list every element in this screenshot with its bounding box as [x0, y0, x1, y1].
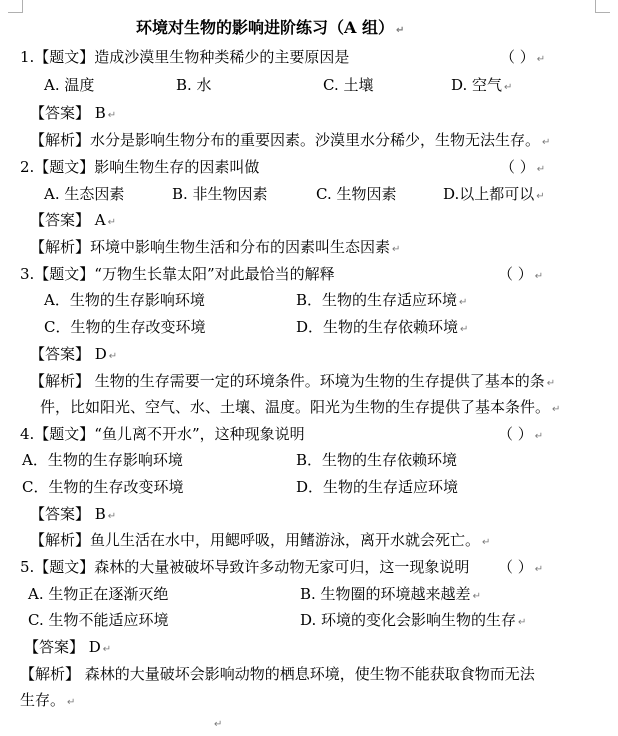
- crop-mark-top-left: [8, 0, 23, 13]
- question-2-option-d: D.以上都可以 ↵: [443, 185, 545, 203]
- question-4-answer-blank: （ ） ↵: [498, 425, 544, 443]
- question-4-stem: 4.【题文】“鱼儿离不开水”，这种现象说明: [20, 425, 305, 443]
- paragraph-mark-icon: ↵: [108, 351, 118, 362]
- paragraph-mark-icon: ↵: [552, 404, 561, 415]
- question-1-option-d: D. 空气 ↵: [451, 76, 513, 94]
- question-4-option-a: A．生物的生存影响环境: [22, 451, 183, 469]
- paragraph-mark-icon: ↵: [472, 591, 481, 602]
- question-4-option-b: B．生物的生存依赖环境: [296, 451, 458, 469]
- question-2-option-c: C. 生物因素: [316, 185, 397, 203]
- question-2-answer: 【答案】 A ↵: [30, 211, 116, 229]
- paragraph-mark-icon: ↵: [546, 378, 556, 389]
- paragraph-mark-icon: ↵: [536, 54, 546, 65]
- paragraph-mark-icon: ↵: [536, 191, 545, 202]
- question-3-option-d: D．生物的生存依赖环境 ↵: [296, 318, 469, 336]
- question-1-option-b: B. 水: [176, 76, 212, 94]
- question-5-analysis-line-2: 生存。 ↵: [20, 691, 76, 709]
- question-1-option-c: C. 土壤: [323, 76, 374, 94]
- question-4-option-c: C．生物的生存改变环境: [22, 478, 184, 496]
- paragraph-mark-icon: ↵: [504, 82, 513, 93]
- question-2-option-b: B. 非生物因素: [172, 185, 268, 203]
- question-3-analysis-line-2: 件，比如阳光、空气、水、土壤、温度。阳光为生物的生存提供了基本条件。 ↵: [40, 398, 561, 416]
- question-4-option-d: D．生物的生存适应环境: [296, 478, 459, 496]
- paragraph-mark-icon: ↵: [459, 297, 468, 308]
- question-1-answer: 【答案】 B ↵: [30, 104, 117, 122]
- trailing-paragraph-mark: [212, 712, 222, 735]
- question-4-answer: 【答案】 B ↵: [30, 505, 117, 523]
- question-2-stem: 2.【题文】影响生物生存的因素叫做: [20, 158, 260, 176]
- question-2-answer-blank: （ ） ↵: [500, 158, 546, 176]
- question-5-option-d: D. 环境的变化会影响生物的生存 ↵: [300, 611, 527, 629]
- paragraph-mark-icon: ↵: [67, 697, 76, 708]
- question-5-answer: 【答案】 D ↵: [24, 638, 112, 656]
- question-3-answer: 【答案】 D ↵: [30, 345, 118, 363]
- question-2-analysis: 【解析】环境中影响生物生活和分布的因素叫生态因素 ↵: [30, 238, 401, 256]
- question-5-option-c: C. 生物不能适应环境: [28, 611, 169, 629]
- question-5-option-b: B. 生物圈的环境越来越差 ↵: [300, 585, 481, 603]
- question-1-option-a: A. 温度: [44, 76, 95, 94]
- question-3-stem: 3.【题文】“万物生长靠太阳”对此最恰当的解释: [20, 265, 335, 283]
- paragraph-mark-icon: ↵: [107, 217, 116, 228]
- paragraph-mark-icon: ↵: [534, 271, 544, 282]
- paragraph-mark-icon: ↵: [107, 110, 117, 121]
- question-5-option-a: A. 生物正在逐渐灭绝: [28, 585, 169, 603]
- question-1-answer-blank: （ ） ↵: [500, 48, 546, 66]
- paragraph-mark-icon: ↵: [536, 164, 546, 175]
- paragraph-mark-icon: ↵: [534, 564, 544, 575]
- paragraph-mark-icon: ↵: [518, 617, 527, 628]
- question-5-answer-blank: （ ） ↵: [498, 558, 544, 576]
- question-3-answer-blank: （ ） ↵: [498, 265, 544, 283]
- paragraph-mark-icon: ↵: [534, 431, 544, 442]
- paragraph-mark-icon: ↵: [214, 719, 223, 730]
- question-5-stem: 5.【题文】森林的大量被破坏导致许多动物无家可归，这一现象说明: [20, 558, 470, 576]
- question-1-analysis: 【解析】水分是影响生物分布的重要因素。沙漠里水分稀少，生物无法生存。 ↵: [30, 131, 551, 149]
- question-3-option-a: A．生物的生存影响环境: [44, 291, 205, 309]
- question-1-stem: 1.【题文】造成沙漠里生物种类稀少的主要原因是: [20, 48, 350, 66]
- question-3-option-c: C．生物的生存改变环境: [44, 318, 206, 336]
- question-3-option-b: B．生物的生存适应环境 ↵: [296, 291, 468, 309]
- question-5-analysis-line-1: 【解析】 森林的大量破坏会影响动物的栖息环境，使生物不能获取食物而无法: [20, 665, 535, 683]
- paragraph-mark-icon: ↵: [396, 25, 405, 36]
- paragraph-mark-icon: ↵: [102, 644, 112, 655]
- question-4-analysis: 【解析】鱼儿生活在水中，用鳃呼吸，用鳍游泳，离开水就会死亡。 ↵: [30, 531, 491, 549]
- paragraph-mark-icon: ↵: [542, 137, 551, 148]
- document-title: 环境对生物的影响进阶练习（A 组） ↵: [136, 18, 405, 37]
- question-3-analysis-line-1: 【解析】 生物的生存需要一定的环境条件。环境为生物的生存提供了基本的条 ↵: [30, 372, 556, 390]
- paragraph-mark-icon: ↵: [460, 324, 469, 335]
- paragraph-mark-icon: ↵: [107, 511, 117, 522]
- paragraph-mark-icon: ↵: [392, 244, 401, 255]
- crop-mark-top-right: [595, 0, 610, 13]
- paragraph-mark-icon: ↵: [482, 537, 491, 548]
- question-2-option-a: A. 生态因素: [44, 185, 125, 203]
